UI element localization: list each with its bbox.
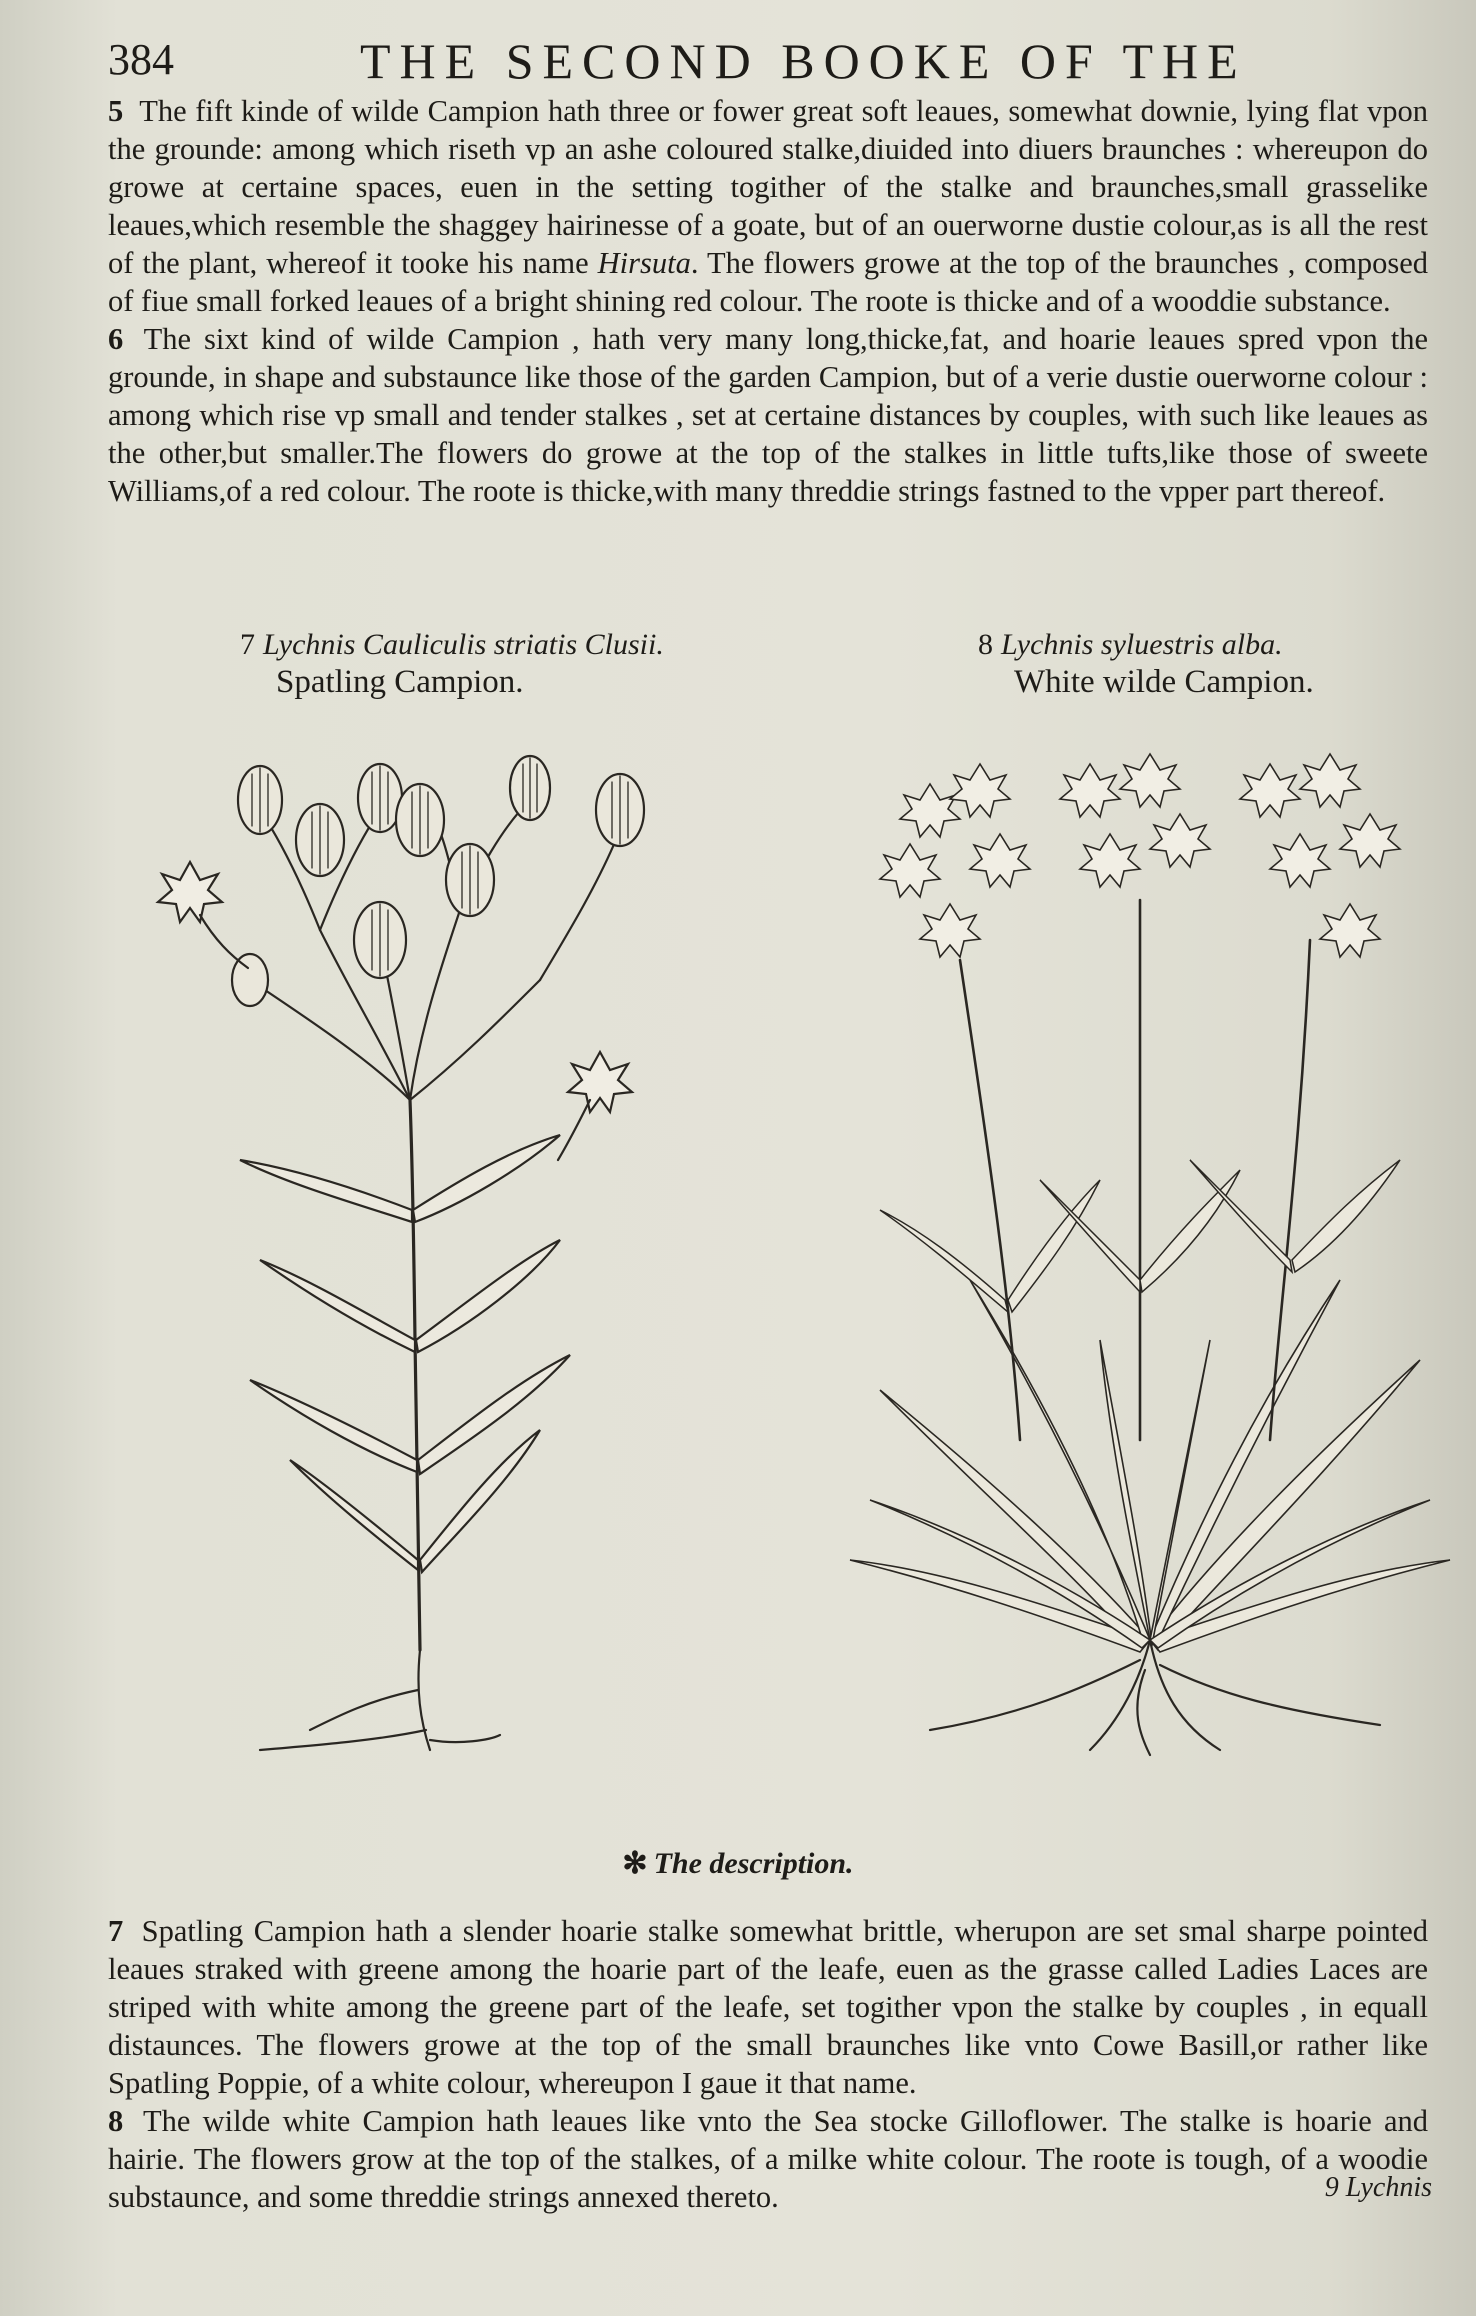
figure-number: 7: [240, 628, 255, 661]
figure-number: 8: [978, 628, 993, 661]
figure-7-caption: [120, 628, 780, 701]
figure-latin-name: [240, 628, 780, 662]
description-8: [108, 2102, 1428, 2216]
page-number: 384: [108, 35, 174, 84]
paragraph-text: Spatling Campion hath a slender hoarie stalke somewhat brittle, wherupon are set smal sharpe pointed leaues straked with greene among the hoarie part of the leafe, euen as the grasse called Ladies Laces are striped with white among the greene part of the leafe, set togither vpon the stalke by couples , in equall distaunces. The flowers growe at the top of the small braunches like vnto Cowe Basill,or rather like Spatling Poppie, of a white colour, whereupon I gaue it that name.: [108, 1914, 1428, 2100]
description-7: [108, 1912, 1428, 2102]
paragraph-number: 7: [108, 1914, 124, 1948]
latin-name-inline: Hirsuta: [597, 246, 691, 280]
catchword: 9 Lychnis: [1324, 2172, 1432, 2203]
paragraph-text: The wilde white Campion hath leaues like vnto the Sea stocke Gilloflower. The stalke is hoarie and hairie. The flowers grow at the top of the stalkes, of a milke white colour. The roote is tough, of a woodie substaunce, and some threddie strings annexed thereto.: [108, 2104, 1429, 2214]
latin-name: Lychnis Cauliculis striatis Clusii.: [263, 628, 664, 661]
section-heading-text: The description.: [653, 1847, 854, 1880]
figure-english-name: Spatling Campion.: [276, 664, 524, 700]
white-wilde-campion-woodcut: [840, 740, 1460, 1760]
paragraph-number: 8: [108, 2104, 124, 2138]
spatling-campion-woodcut: [120, 740, 740, 1760]
top-text-block: [108, 92, 1428, 510]
page-header: [108, 28, 1436, 98]
asterism-icon: ✻: [622, 1847, 648, 1880]
running-head: THE SECOND BOOKE OF THE: [360, 33, 1247, 89]
figure-latin-name: [978, 628, 1450, 662]
paragraph-number: 5: [108, 94, 124, 128]
description-text-block: [108, 1912, 1428, 2216]
paragraph-text: The sixt kind of wilde Campion , hath very many long,thicke,fat, and hoarie leaues spred vpon the grounde, in shape and substaunce like those of the garden Campion, but of a verie dustie ouerworne colour : among which rise vp small and tender stalkes , set at certaine distances by couples, with such like leaues as the other,but smaller.The flowers do growe at the top of the stalkes in little tufts,like those of sweete Williams,of a red colour. The roote is thicke,with many threddie strings fastned to the vpper part thereof.: [108, 322, 1428, 508]
paragraph-number: 6: [108, 322, 124, 356]
figure-english-name: White wilde Campion.: [1014, 664, 1314, 700]
paragraph-text: The fift kinde of wilde Campion hath three or fower great soft leaues, somewhat downie, lying flat vpon the grounde: among which riseth vp an ashe coloured stalke,diuided into diuers braunches : whereupon do growe at certaine spaces, euen in the setting togither of the stalke and braunches,small grasselike leaues,which resemble the shaggey hairinesse of a goate, but of an ouerworne dustie colour,as is all the rest of the plant, whereof it tooke his name: [108, 94, 1428, 280]
section-heading: [0, 1846, 1476, 1881]
paragraph-text-continued: . The flowers growe at the top of the braunches , composed of fiue small forked leaues of a bright shining red colour. The roote is thicke and of a wooddie substance.: [108, 246, 1429, 318]
figure-8-caption: [790, 628, 1450, 701]
paragraph-5: [108, 92, 1428, 320]
paragraph-6: [108, 320, 1428, 510]
latin-name: Lychnis syluestris alba.: [1001, 628, 1283, 661]
